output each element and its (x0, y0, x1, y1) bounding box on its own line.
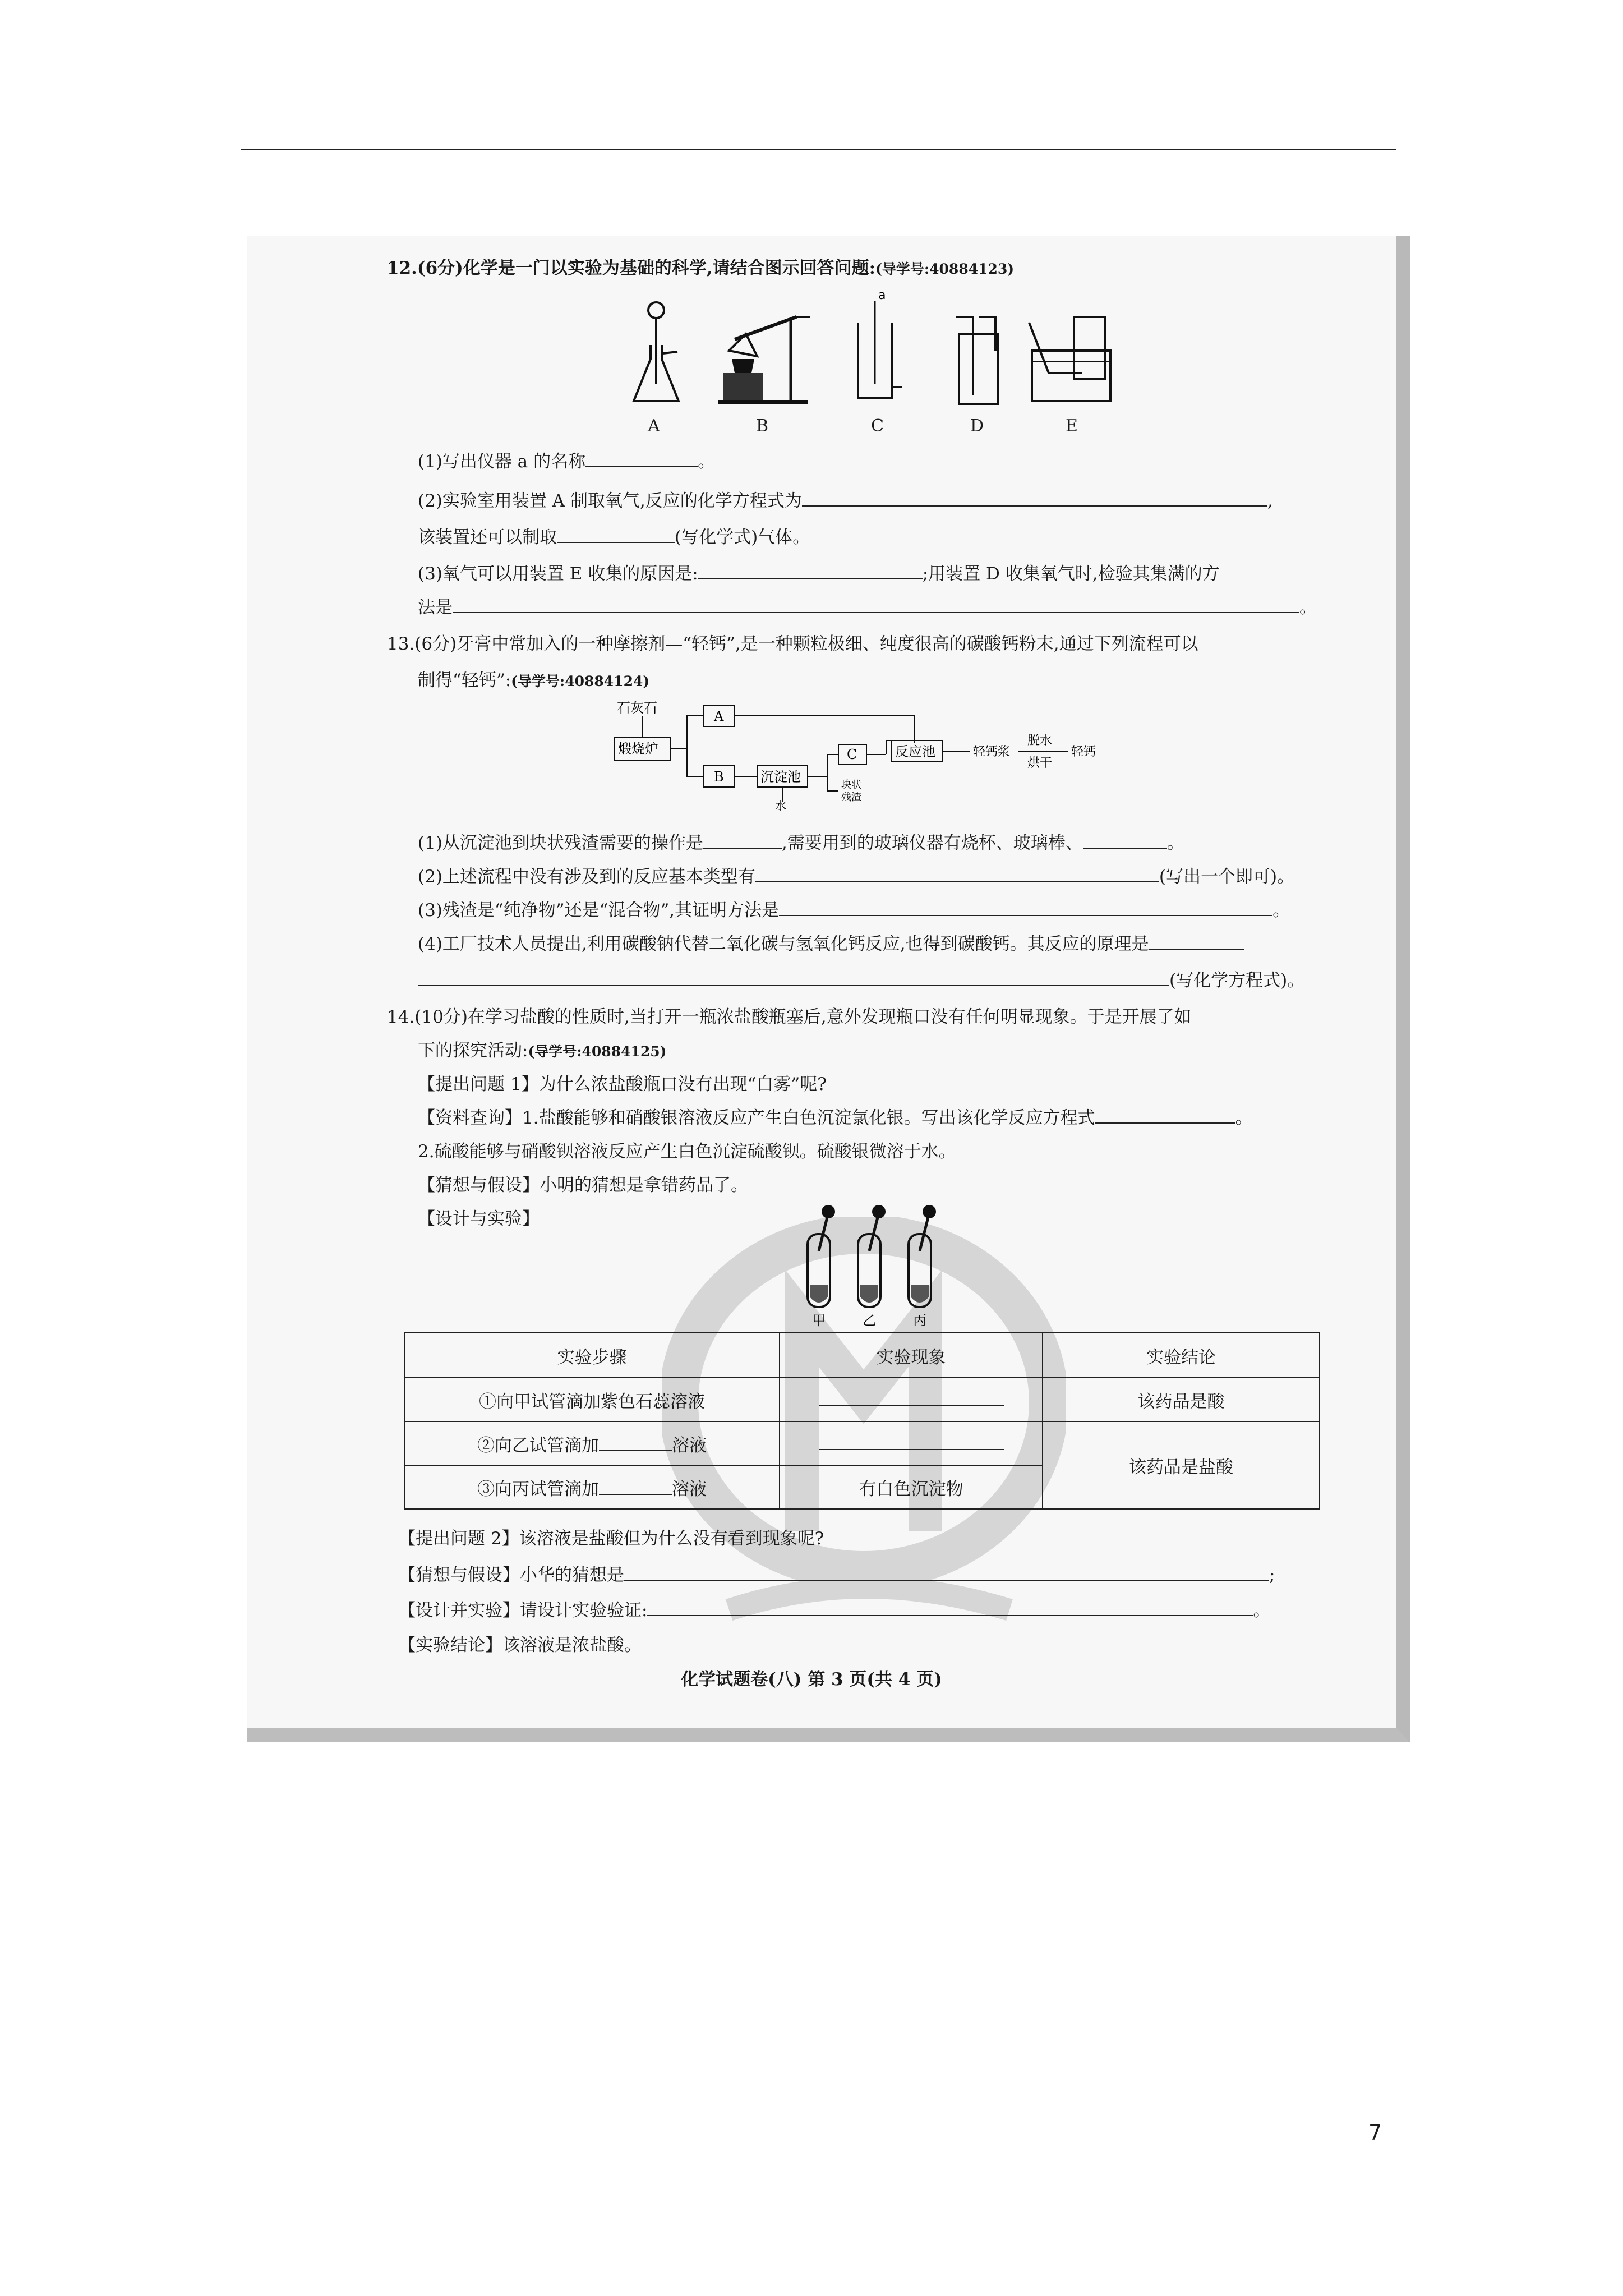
flow-diagram (611, 698, 1161, 811)
flow-c: C (847, 747, 857, 762)
row23-conclusion: 该药品是盐酸 (1043, 1421, 1320, 1509)
q13-part3: (3)残渣是“纯净物”还是“混合物”,其证明方法是 。 (418, 898, 1290, 923)
apparatus-e-icon (1026, 300, 1116, 407)
flow-reactor: 反应池 (895, 744, 935, 760)
row1-conclusion: 该药品是酸 (1043, 1378, 1320, 1421)
answer-blank[interactable] (819, 1388, 1004, 1406)
flow-slurry: 轻钙浆 (973, 745, 1011, 759)
answer-blank[interactable] (624, 1563, 1269, 1581)
q14-question1: 【提出问题 1】为什么浓盐酸瓶口没有出现“白雾”呢? (418, 1074, 827, 1094)
answer-blank[interactable] (418, 968, 1169, 986)
flow-residue2: 残渣 (841, 792, 861, 803)
row1-step: ①向甲试管滴加紫色石蕊溶液 (404, 1378, 780, 1421)
flow-b: B (714, 769, 724, 785)
q12-part1: (1)写出仪器 a 的名称 。 (418, 449, 715, 475)
flow-product: 轻钙 (1071, 745, 1096, 759)
q14-stem2: 下的探究活动:(导学号:40884125) (418, 1041, 667, 1061)
answer-blank[interactable] (1095, 1106, 1235, 1124)
experiment-table (404, 1332, 1320, 1510)
q14-design: 【设计与实验】 (418, 1209, 540, 1229)
answer-blank[interactable] (585, 449, 698, 467)
apparatus-a-icon (628, 300, 684, 407)
tube-label-yi: 乙 (863, 1313, 876, 1328)
flow-tank: 沉淀池 (760, 769, 801, 785)
answer-blank[interactable] (755, 864, 1159, 882)
answer-blank[interactable] (779, 898, 1272, 916)
row3-phenomenon: 有白色沉淀物 (780, 1465, 1043, 1509)
tube-label-jia: 甲 (812, 1313, 826, 1328)
answer-blank[interactable] (1149, 932, 1244, 950)
q13-part4: (4)工厂技术人员提出,利用碳酸钠代替二氧化碳与氢氧化钙反应,也得到碳酸钙。其反应的原理是 (418, 931, 1244, 957)
flow-residue1: 块状 (841, 779, 861, 791)
page-number: 7 (1368, 2120, 1382, 2145)
th-steps: 实验步骤 (404, 1333, 780, 1378)
q12-part3: (3)氧气可以用装置 E 收集的原因是: ;用装置 D 收集氧气时,检验其集满的方 (418, 561, 1220, 587)
answer-blank[interactable] (599, 1433, 672, 1451)
flow-dehydrate: 脱水 (1027, 734, 1053, 748)
q14-question2: 【提出问题 2】该溶液是盐酸但为什么没有看到现象呢? (398, 1529, 824, 1549)
answer-blank[interactable] (1083, 831, 1167, 849)
label-b: B (756, 416, 769, 436)
q14-stem: 14.(10分)在学习盐酸的性质时,当打开一瓶浓盐酸瓶塞后,意外发现瓶口没有任何明显现象。于是开展了如 (387, 1007, 1192, 1027)
row2-phenomenon (780, 1421, 1043, 1465)
label-e: E (1066, 416, 1078, 436)
answer-blank[interactable] (703, 831, 782, 849)
apparatus-d-icon (948, 300, 1004, 407)
page-footer: 化学试题卷(八) 第 3 页(共 4 页) (681, 1669, 942, 1690)
q14-research2: 2.硫酸能够与硝酸钡溶液反应产生白色沉淀硫酸钡。硫酸银微溶于水。 (418, 1142, 956, 1162)
flow-a: A (714, 708, 724, 724)
q13-part4b: (写化学方程式)。 (418, 968, 1304, 993)
q12-part2: (2)实验室用装置 A 制取氧气,反应的化学方程式为 , (418, 488, 1273, 514)
q13-stem2: 制得“轻钙”:(导学号:40884124) (418, 670, 650, 691)
flow-water: 水 (775, 799, 786, 811)
apparatus-c-icon (847, 289, 903, 407)
q14-conclusion: 【实验结论】该溶液是浓盐酸。 (398, 1635, 642, 1655)
answer-blank[interactable] (802, 489, 1267, 507)
answer-blank[interactable] (647, 1598, 1253, 1616)
flow-kiln: 煅烧炉 (618, 741, 658, 757)
answer-blank[interactable] (599, 1477, 672, 1495)
q13-part1: (1)从沉淀池到块状残渣需要的操作是 ,需要用到的玻璃仪器有烧杯、玻璃棒、 。 (418, 830, 1184, 856)
answer-blank[interactable] (819, 1432, 1004, 1450)
th-conclusion: 实验结论 (1043, 1333, 1320, 1378)
flow-limestone: 石灰石 (617, 700, 657, 716)
q12-part2b: 该装置还可以制取 (写化学式)气体。 (418, 524, 810, 550)
row1-phenomenon (780, 1378, 1043, 1421)
q12-text: 12.(6分)化学是一门以实验为基础的科学,请结合图示回答问题: (387, 258, 876, 278)
label-a: A (648, 416, 660, 436)
row2-step: ②向乙试管滴加 溶液 (404, 1421, 780, 1465)
row3-step: ③向丙试管滴加 溶液 (404, 1465, 780, 1509)
q12-stem (387, 255, 1014, 282)
header-rule (241, 149, 1396, 150)
test-tubes-figure (796, 1200, 965, 1329)
q14-verify: 【设计并实验】请设计实验验证: 。 (398, 1598, 1270, 1623)
th-phenomena: 实验现象 (780, 1333, 1043, 1378)
q14-hypothesis2: 【猜想与假设】小华的猜想是 ; (398, 1562, 1275, 1588)
flow-dry: 烘干 (1027, 756, 1053, 770)
answer-blank[interactable] (557, 525, 675, 543)
answer-blank[interactable] (453, 595, 1299, 613)
tube-label-bing: 丙 (913, 1313, 926, 1328)
label-c: C (871, 416, 884, 436)
apparatus-b-icon (712, 300, 813, 407)
q13-part2: (2)上述流程中没有涉及到的反应基本类型有 (写出一个即可)。 (418, 864, 1294, 890)
q14-research: 【资料查询】1.盐酸能够和硝酸银溶液反应产生白色沉淀氯化银。写出该化学反应方程式 。 (418, 1105, 1253, 1131)
q14-hypothesis1: 【猜想与假设】小明的猜想是拿错药品了。 (418, 1175, 748, 1195)
label-d: D (970, 416, 984, 436)
q12-guide-number: (导学号:40884123) (875, 261, 1015, 277)
q13-stem: 13.(6分)牙膏中常加入的一种摩擦剂—“轻钙”,是一种颗粒极细、纯度很高的碳酸钙粉末,通过下列流程可以 (387, 634, 1198, 654)
q12-part3b: 法是 。 (418, 595, 1317, 620)
answer-blank[interactable] (698, 562, 923, 579)
svg-text:a: a (878, 289, 886, 302)
